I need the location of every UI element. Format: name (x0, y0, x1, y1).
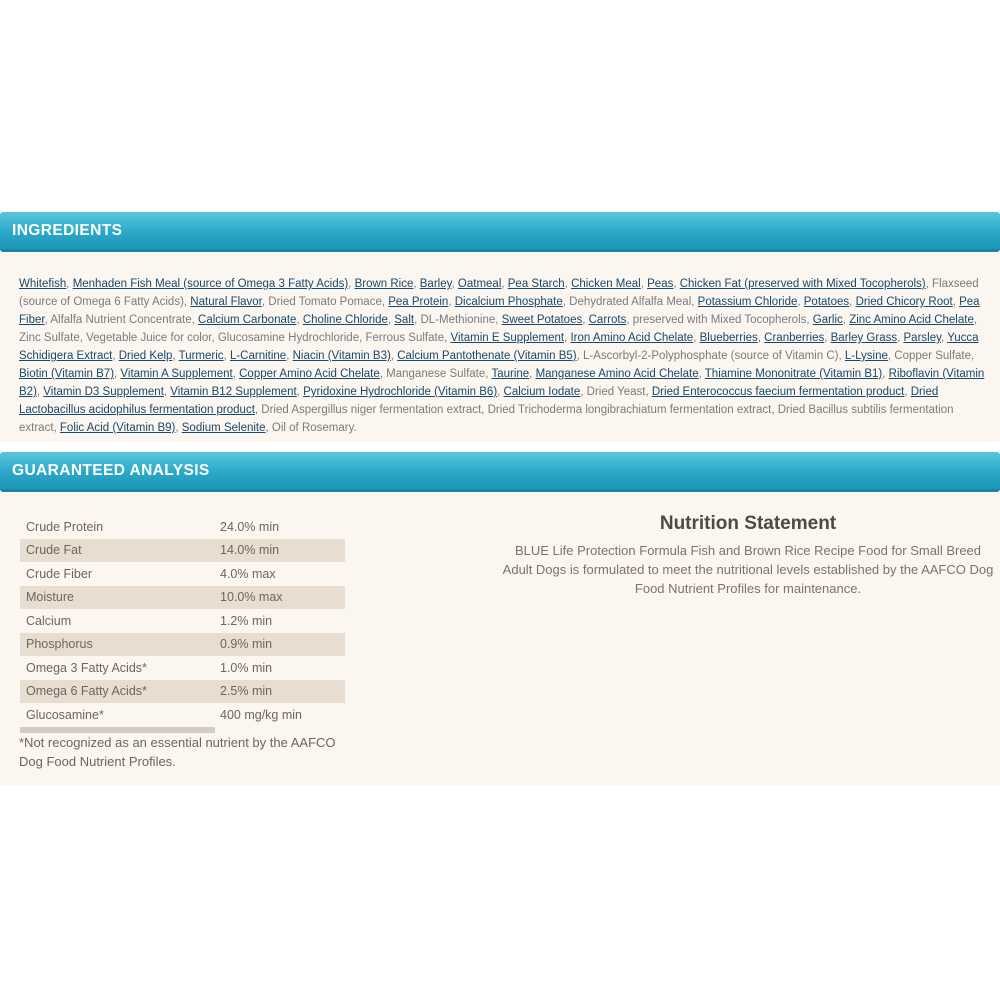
analysis-footnote: *Not recognized as an essential nutrient by the AAFCO Dog Food Nutrient Profiles. (19, 735, 336, 769)
nutrient-name: Moisture (26, 590, 74, 605)
table-row (20, 633, 345, 657)
ingredient-link[interactable]: Chicken Fat (preserved with Mixed Tocopherols) (679, 278, 926, 290)
ingredient-link[interactable]: Calcium Iodate (503, 386, 581, 398)
table-row (20, 609, 345, 633)
nutrient-name: Glucosamine* (26, 707, 104, 722)
ingredient-text: Flaxseed (source of Omega 6 Fatty Acids) (19, 278, 979, 308)
ingredient-link[interactable]: Taurine (491, 368, 530, 380)
ingredient-link[interactable]: Copper Amino Acid Chelate (239, 368, 380, 380)
table-row (20, 656, 345, 680)
table-horizontal-scrollbar-thumb[interactable] (20, 727, 215, 733)
ingredient-text: Copper Sulfate (894, 350, 972, 362)
ingredient-link[interactable]: Folic Acid (Vitamin B9) (59, 422, 176, 434)
ingredient-link[interactable]: Brown Rice (354, 278, 414, 290)
table-row (20, 562, 345, 586)
table-row (20, 515, 345, 539)
ingredient-link[interactable]: Blueberries (699, 332, 758, 344)
ingredient-link[interactable]: Vitamin A Supplement (120, 368, 233, 380)
ingredient-link[interactable]: Choline Chloride (302, 314, 388, 326)
guaranteed-analysis-table (20, 515, 345, 727)
ingredient-link[interactable]: L-Carnitine (229, 350, 287, 362)
nutrient-name: Omega 3 Fatty Acids* (26, 660, 147, 675)
ingredient-link[interactable]: Barley Grass (830, 332, 898, 344)
ingredient-link[interactable]: Biotin (Vitamin B7) (19, 368, 115, 380)
ingredient-link[interactable]: Dried Kelp (118, 350, 173, 362)
ingredient-link[interactable]: Vitamin E Supplement (450, 332, 565, 344)
ingredient-link[interactable]: Potatoes (803, 296, 850, 308)
ingredient-text: Dried Aspergillus niger fermentation extract (261, 404, 482, 416)
nutrient-name: Crude Protein (26, 519, 104, 534)
ingredient-link[interactable]: Pea Protein (388, 296, 449, 308)
guaranteed-analysis-title: GUARANTEED ANALYSIS (12, 462, 210, 479)
nutrient-name: Crude Fiber (26, 566, 92, 581)
ingredient-link[interactable]: Dried Lactobacillus acidophilus fermentation product (19, 386, 939, 416)
ingredient-link[interactable]: Natural Flavor (190, 296, 262, 308)
ingredient-text: Glucosamine Hydrochloride (217, 332, 360, 344)
ingredient-link[interactable]: Sweet Potatoes (501, 314, 583, 326)
ingredient-text: Zinc Sulfate (19, 332, 80, 344)
ingredient-link[interactable]: Iron Amino Acid Chelate (570, 332, 694, 344)
ingredient-link[interactable]: Barley (419, 278, 452, 290)
ingredient-text: L-Ascorbyl-2-Polyphosphate (source of Vitamin C) (583, 350, 839, 362)
ingredient-text: Ferrous Sulfate (365, 332, 445, 344)
ingredient-link[interactable]: Garlic (812, 314, 843, 326)
nutrition-statement-title: Nutrition Statement (659, 513, 837, 534)
ingredient-text: DL-Methionine (420, 314, 496, 326)
ingredient-link[interactable]: Peas (647, 278, 674, 290)
ingredient-link[interactable]: Sodium Selenite (181, 422, 266, 434)
ingredient-link[interactable]: Carrots (588, 314, 627, 326)
guaranteed-analysis-section-header (0, 452, 1000, 492)
nutrient-value: 10.0% max (220, 590, 283, 605)
ingredient-text: preserved with Mixed Tocopherols (632, 314, 807, 326)
ingredient-link[interactable]: Potassium Chloride (697, 296, 798, 308)
ingredient-link[interactable]: Oatmeal (457, 278, 502, 290)
ingredients-text: Whitefish, Menhaden Fish Meal (source of Omega 3 Fatty Acids), Brown Rice, Barley, Oatmeal, Pea Starch, Chicken Meal, Peas, Chicken Fat (preserved with Mixed Tocopherols), Flaxseed (source of Omega 6 Fatty Acids), Natural Flavor, Dried Tomato Pomace, Pea Protein, Dicalcium Phosphate, Dehydrated Alfalfa Meal, Potassium Chloride, Potatoes, Dried Chicory Root, Pea Fiber, Alfalfa Nutrient Concentrate, Calcium Carbonate, Choline Chloride, Salt, DL-Methionine, Sweet Potatoes, Carrots, preserved with Mixed Tocopherols, Garlic, Zinc Amino Acid Chelate, Zinc Sulfate, Vegetable Juice for color, Glucosamine Hydrochloride, Ferrous Sulfate, Vitamin E Supplement, Iron Amino Acid Chelate, Blueberries, Cranberries, Barley Grass, Parsley, Yucca Schidigera Extract, Dried Kelp, Turmeric, L-Carnitine, Niacin (Vitamin B3), Calcium Pantothenate (Vitamin B5), L-Ascorbyl-2-Polyphosphate (source of Vitamin C), L-Lysine, Copper Sulfate, Biotin (Vitamin B7), Vitamin A Supplement, Copper Amino Acid Chelate, Manganese Sulfate, Taurine, Manganese Amino Acid Chelate, Thiamine Mononitrate (Vitamin B1), Riboflavin (Vitamin B2), Vitamin D3 Supplement, Vitamin B12 Supplement, Pyridoxine Hydrochloride (Vitamin B6), Calcium Iodate, Dried Yeast, Dried Enterococcus faecium fermentation product, Dried Lactobacillus acidophilus fermentation product, Dried Aspergillus niger fermentation extract, Dried Trichoderma longibrachiatum fermentation extract, Dried Bacillus subtilis fermentation extract, Folic Acid (Vitamin B9), Sodium Selenite, Oil of Rosemary. (19, 278, 985, 434)
ingredient-link[interactable]: Cranberries (764, 332, 825, 344)
ingredient-link[interactable]: Dried Enterococcus faecium fermentation product (651, 386, 905, 398)
ingredient-link[interactable]: Manganese Amino Acid Chelate (535, 368, 699, 380)
ingredient-link[interactable]: Salt (394, 314, 415, 326)
table-row (20, 703, 345, 727)
ingredient-link[interactable]: Whitefish (19, 278, 67, 290)
nutrient-value: 1.2% min (220, 613, 273, 628)
ingredient-link[interactable]: Vitamin D3 Supplement (43, 386, 164, 398)
table-row (20, 539, 345, 563)
ingredient-text: Dried Bacillus subtilis fermentation extract (19, 404, 954, 434)
nutrition-statement-body: BLUE Life Protection Formula Fish and Brown Rice Recipe Food for Small Breed Adult Dogs is formulated to meet the nutritional levels established by the AAFCO Dog Food Nutrient Profiles for maintenance. (502, 543, 994, 596)
ingredient-text: Manganese Sulfate (386, 368, 486, 380)
ingredient-link[interactable]: L-Lysine (844, 350, 888, 362)
ingredient-link[interactable]: Yucca Schidigera Extract (19, 332, 979, 362)
nutrient-name: Crude Fat (26, 543, 82, 558)
guaranteed-analysis-section-body (0, 492, 1000, 785)
ingredient-link[interactable]: Pyridoxine Hydrochloride (Vitamin B6) (303, 386, 498, 398)
ingredient-link[interactable]: Calcium Carbonate (198, 314, 297, 326)
nutrient-value: 4.0% max (220, 566, 276, 581)
ingredient-link[interactable]: Niacin (Vitamin B3) (292, 350, 391, 362)
ingredient-text: Dehydrated Alfalfa Meal (569, 296, 692, 308)
ingredient-text: Dried Tomato Pomace (268, 296, 382, 308)
nutrient-value: 14.0% min (220, 543, 280, 558)
ingredient-text: Alfalfa Nutrient Concentrate (50, 314, 192, 326)
ingredient-text: Dried Trichoderma longibrachiatum fermentation extract (487, 404, 772, 416)
table-row (20, 680, 345, 704)
ingredient-link[interactable]: Dried Chicory Root (855, 296, 953, 308)
ingredient-link[interactable]: Dicalcium Phosphate (454, 296, 563, 308)
ingredient-link[interactable]: Calcium Pantothenate (Vitamin B5) (397, 350, 577, 362)
ingredient-link[interactable]: Riboflavin (Vitamin B2) (19, 368, 985, 398)
ingredient-text: Dried Yeast (586, 386, 646, 398)
nutrient-name: Phosphorus (26, 637, 93, 652)
nutrient-value: 400 mg/kg min (220, 707, 302, 722)
ingredient-text: Vegetable Juice for color (86, 332, 212, 344)
ingredients-title: INGREDIENTS (12, 222, 123, 239)
nutrition-statement (502, 513, 994, 598)
ingredient-link[interactable]: Pea Starch (507, 278, 565, 290)
ingredient-link[interactable]: Turmeric (178, 350, 224, 362)
nutrient-value: 0.9% min (220, 637, 273, 652)
ingredient-link[interactable]: Menhaden Fish Meal (source of Omega 3 Fatty Acids) (72, 278, 349, 290)
ingredients-section-body (0, 252, 1000, 442)
nutrient-name: Calcium (26, 613, 72, 628)
nutrient-value: 2.5% min (220, 684, 273, 699)
nutrient-name: Omega 6 Fatty Acids* (26, 684, 147, 699)
ingredient-link[interactable]: Chicken Meal (571, 278, 641, 290)
nutrient-value: 24.0% min (220, 519, 280, 534)
ingredient-link[interactable]: Parsley (903, 332, 941, 344)
ingredient-link[interactable]: Pea Fiber (19, 296, 980, 326)
nutrient-value: 1.0% min (220, 660, 273, 675)
table-row (20, 586, 345, 610)
ingredient-link[interactable]: Vitamin B12 Supplement (170, 386, 297, 398)
ingredient-link[interactable]: Zinc Amino Acid Chelate (849, 314, 974, 326)
ingredient-link[interactable]: Thiamine Mononitrate (Vitamin B1) (704, 368, 883, 380)
ingredient-text: Oil of Rosemary (271, 422, 354, 434)
ingredients-section-header (0, 212, 1000, 252)
